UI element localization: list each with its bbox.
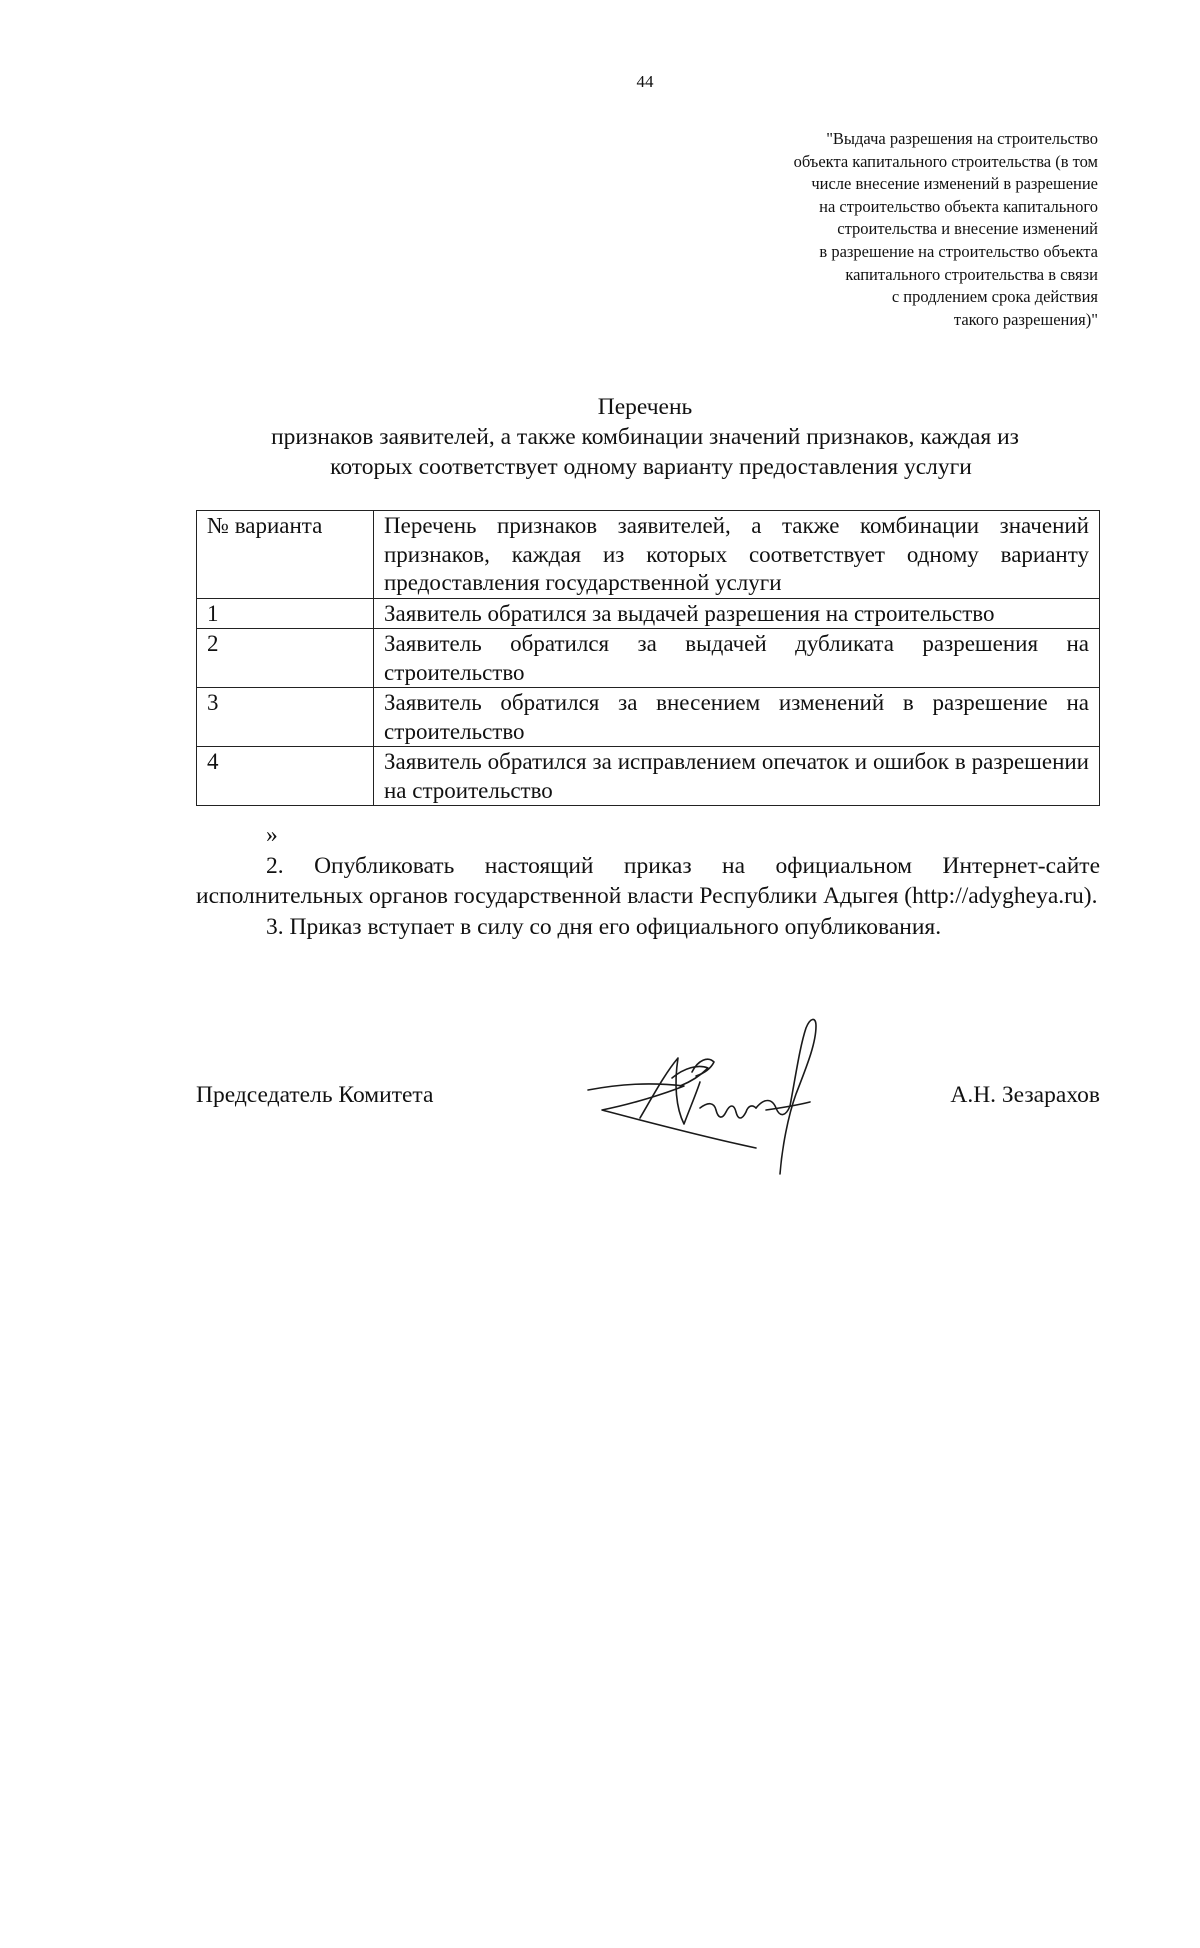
document-header-note bbox=[678, 128, 1098, 331]
table-row bbox=[197, 629, 1100, 688]
cell-variant-number: 2 bbox=[197, 629, 374, 688]
title-heading: Перечень bbox=[597, 394, 693, 420]
header-cell-description: Перечень признаков заявителей, а также комбинации значений признаков, каждая из которых соответствует одному варианту предоставления государственной услуги bbox=[374, 511, 1100, 599]
table-row bbox=[197, 598, 1100, 629]
page-number: 44 bbox=[636, 72, 654, 91]
handwritten-signature bbox=[580, 998, 840, 1188]
cell-variant-description: Заявитель обратился за исправлением опечаток и ошибок в разрешении на строительство bbox=[374, 747, 1100, 806]
header-line: с продлением срока действия bbox=[891, 287, 1098, 307]
title-subline: которых соответствует одному варианту предоставления услуги bbox=[330, 454, 972, 480]
title-subline: признаков заявителей, а также комбинации значений признаков, каждая из bbox=[271, 424, 1019, 450]
header-line: такого разрешения)" bbox=[953, 309, 1098, 329]
body-text bbox=[196, 820, 1100, 942]
table-row bbox=[197, 747, 1100, 806]
signatory-name: А.Н. Зезарахов bbox=[950, 1082, 1100, 1108]
paragraph-2: 2. Опубликовать настоящий приказ на официальном Интернет-сайте исполнительных органов государственной власти Республики Адыгея (http://adygheya.ru). bbox=[196, 852, 1100, 909]
header-line: "Выдача разрешения на строительство bbox=[826, 129, 1098, 148]
document-title bbox=[190, 392, 1100, 482]
cell-variant-description: Заявитель обратился за внесением изменений в разрешение на строительство bbox=[374, 688, 1100, 747]
paragraph-3: 3. Приказ вступает в силу со дня его официального опубликования. bbox=[266, 913, 942, 940]
header-line: в разрешение на строительство объекта bbox=[819, 241, 1098, 261]
cell-variant-description: Заявитель обратился за выдачей дубликата разрешения на строительство bbox=[374, 629, 1100, 688]
variants-table bbox=[196, 510, 1100, 806]
closing-quote: » bbox=[266, 822, 278, 848]
header-line: объекта капитального строительства (в том bbox=[793, 151, 1098, 171]
signature-block bbox=[196, 1070, 1100, 1200]
header-line: на строительство объекта капитального bbox=[819, 196, 1098, 216]
table-row bbox=[197, 688, 1100, 747]
table-header-row bbox=[197, 511, 1100, 599]
cell-variant-number: 1 bbox=[197, 598, 374, 629]
cell-variant-description: Заявитель обратился за выдачей разрешения на строительство bbox=[374, 598, 1100, 629]
header-line: числе внесение изменений в разрешение bbox=[811, 174, 1098, 194]
header-line: капитального строительства в связи bbox=[845, 264, 1098, 284]
signatory-position: Председатель Комитета bbox=[196, 1082, 434, 1108]
header-cell-variant-number: № варианта bbox=[197, 511, 374, 599]
cell-variant-number: 3 bbox=[197, 688, 374, 747]
header-line: строительства и внесение изменений bbox=[837, 219, 1098, 239]
cell-variant-number: 4 bbox=[197, 747, 374, 806]
